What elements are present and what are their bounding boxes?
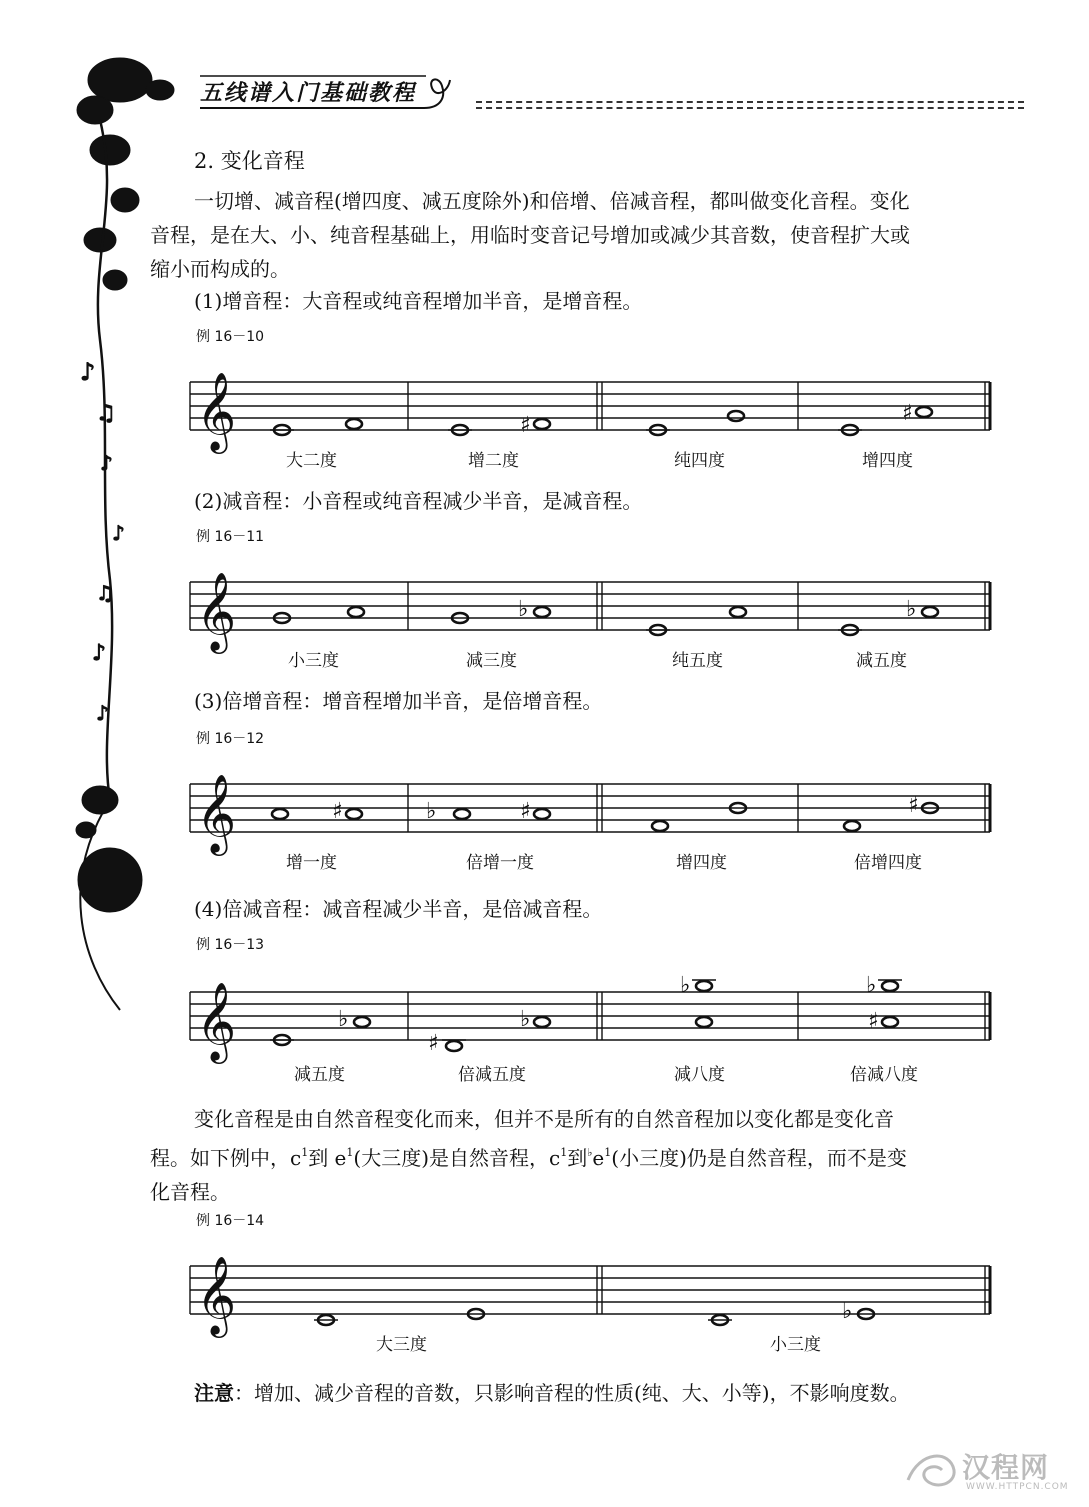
svg-text:♪: ♪ [92, 641, 107, 666]
interval-label: 小三度 [288, 651, 339, 671]
running-header-title: 五线谱入门基础教程 [200, 81, 417, 106]
note-text: ：增加、减少音程的音数，只影响音程的性质(纯、大、小等)，不影响度数。 [234, 1381, 910, 1405]
sharp-icon: ♯ [868, 1009, 879, 1034]
interval-label: 增四度 [676, 853, 727, 873]
conclusion-line-2: 程。如下例中，$c^1$到 $e^1$(大三度)是自然音程，$c^1$到$^♭e^1$(小三度)仍是自然音程，而不是变 [150, 1146, 907, 1170]
staff-example-16-11 [190, 570, 1000, 680]
example-label-16-11: 例 16－11 [196, 529, 265, 545]
interval-label: 增一度 [286, 853, 337, 873]
flat-icon: ♭ [842, 1299, 853, 1324]
staff-example-16-14 [190, 1254, 1000, 1364]
flat-icon: ♭ [518, 597, 529, 622]
flat-icon: ♭ [866, 973, 877, 998]
section-title: 2. 变化音程 [194, 149, 305, 173]
sharp-icon: ♯ [520, 413, 531, 438]
sharp-icon: ♯ [908, 793, 919, 818]
staff-example-16-12 [190, 772, 1000, 882]
watermark-text: 汉程网 [962, 1451, 1050, 1484]
treble-clef-icon: 𝄞 [196, 1256, 237, 1335]
example-label-16-10: 例 16－10 [196, 329, 265, 345]
conclusion-line-1: 变化音程是由自然音程变化而来，但并不是所有的自然音程加以变化都是变化音 [194, 1107, 894, 1131]
example-label-16-12: 例 16－12 [196, 731, 265, 747]
interval-label: 小三度 [770, 1335, 821, 1355]
conclusion-line-3: 化音程。 [150, 1180, 230, 1204]
staff-example-16-10 [190, 370, 1000, 480]
treble-clef-icon: 𝄞 [196, 572, 237, 651]
interval-label: 减三度 [466, 651, 517, 671]
subsection-heading-4: (4)倍减音程：减音程减少半音，是倍减音程。 [194, 897, 603, 921]
interval-label: 增四度 [862, 451, 913, 471]
note-paragraph [194, 1376, 910, 1410]
staff-example-16-13 [190, 972, 1000, 1092]
interval-label: 增二度 [468, 451, 519, 471]
interval-label: 倍增四度 [854, 853, 922, 873]
interval-label: 倍减五度 [458, 1065, 526, 1085]
interval-label: 减五度 [294, 1065, 345, 1085]
flat-icon: ♭ [587, 1146, 593, 1159]
interval-label: 纯四度 [674, 451, 725, 471]
interval-label: 倍增一度 [466, 853, 534, 873]
svg-text:♪: ♪ [100, 451, 113, 475]
intro-line-3: 缩小而构成的。 [150, 257, 290, 281]
interval-label: 减八度 [674, 1065, 725, 1085]
sharp-icon: ♯ [428, 1031, 439, 1056]
intro-paragraph [150, 184, 1040, 286]
intro-line-1: 一切增、减音程(增四度、减五度除外)和倍增、倍减音程，都叫做变化音程。变化 [194, 189, 910, 213]
treble-clef-icon: 𝄞 [196, 372, 237, 451]
flat-icon: ♭ [426, 799, 437, 824]
flat-icon: ♭ [906, 597, 917, 622]
svg-text:♪: ♪ [112, 521, 125, 545]
sharp-icon: ♯ [902, 401, 913, 426]
subsection-heading-3: (3)倍增音程：增音程增加半音，是倍增音程。 [194, 689, 603, 713]
interval-label: 大二度 [286, 451, 337, 471]
example-label-16-14: 例 16－14 [196, 1213, 265, 1229]
interval-label: 大三度 [376, 1335, 427, 1355]
interval-label: 纯五度 [672, 651, 723, 671]
treble-clef-icon: 𝄞 [196, 982, 237, 1061]
flat-icon: ♭ [338, 1007, 349, 1032]
conclusion-paragraph [150, 1102, 1040, 1209]
note-bold-label: 注意 [194, 1381, 234, 1405]
intro-line-2: 音程，是在大、小、纯音程基础上，用临时变音记号增加或减少其音数，使音程扩大或 [150, 223, 910, 247]
subsection-heading-2: (2)减音程：小音程或纯音程减少半音，是减音程。 [194, 489, 643, 513]
flat-icon: ♭ [680, 973, 691, 998]
svg-text:♫: ♫ [96, 401, 116, 426]
example-label-16-13: 例 16－13 [196, 937, 265, 953]
watermark-url: WWW.HTTPCN.COM [966, 1482, 1069, 1492]
subsection-heading-1: (1)增音程：大音程或纯音程增加半音，是增音程。 [194, 289, 643, 313]
svg-text:♫: ♫ [96, 581, 114, 605]
interval-label: 减五度 [856, 651, 907, 671]
sharp-icon: ♯ [520, 799, 531, 824]
flat-icon: ♭ [520, 1007, 531, 1032]
sharp-icon: ♯ [332, 799, 343, 824]
floral-border-decoration [0, 0, 200, 1020]
interval-label: 倍减八度 [850, 1065, 918, 1085]
header-dashed-rule [476, 101, 1024, 109]
svg-text:♪: ♪ [80, 358, 96, 386]
svg-text:♪: ♪ [96, 701, 109, 725]
treble-clef-icon: 𝄞 [196, 774, 237, 853]
